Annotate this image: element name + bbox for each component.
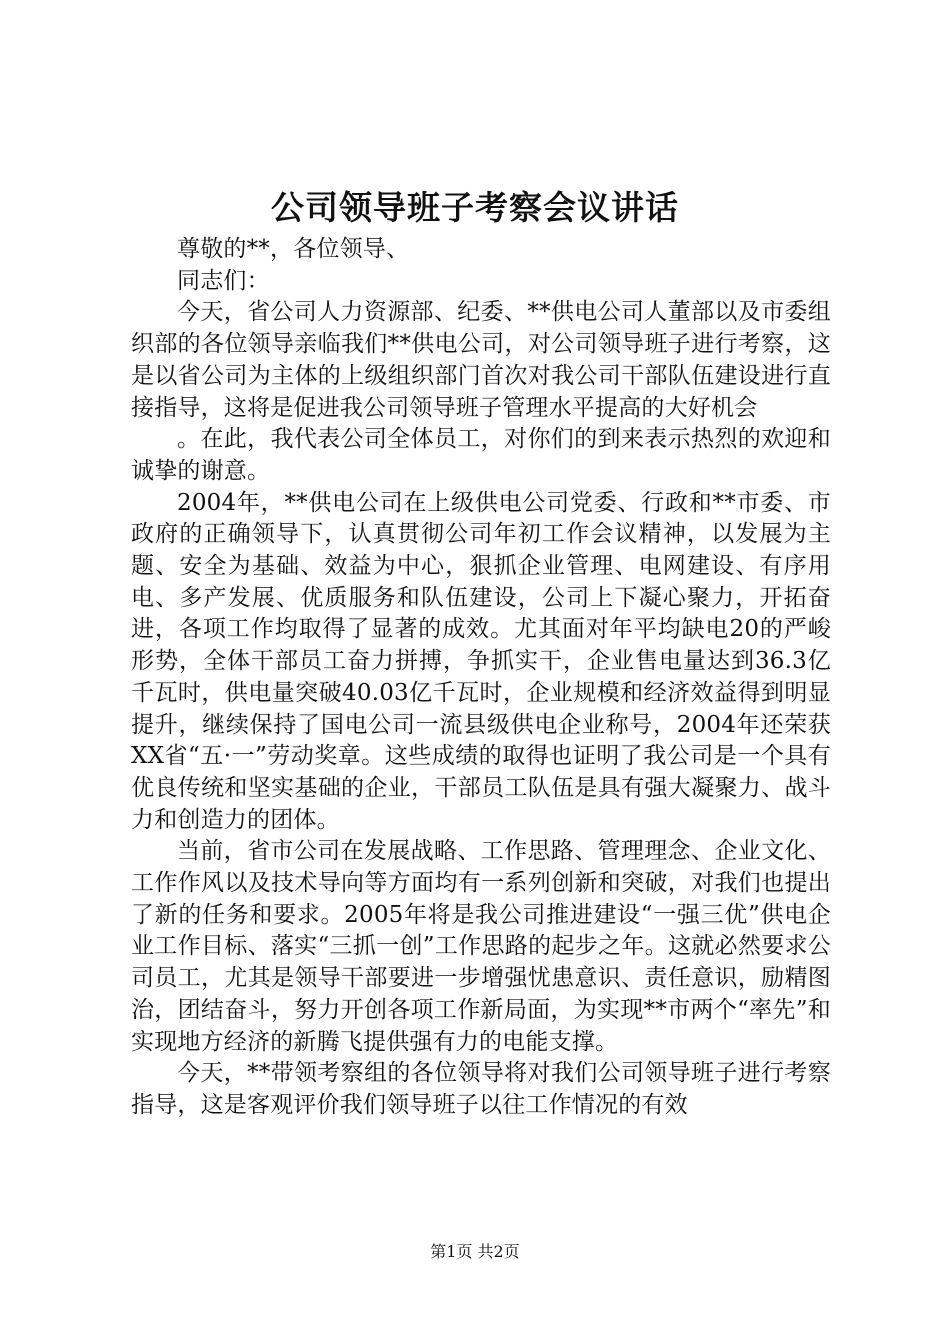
paragraph-welcome: 。在此，我代表公司全体员工，对你们的到来表示热烈的欢迎和诚挚的谢意。 [131,426,831,484]
paragraph-inspection: 今天，**带领考察组的各位领导将对我们公司领导班子进行考察指导，这是客观评价我们领导班子以往工作情况的有效 [131,1060,831,1118]
paragraph-2004-review: 2004年，**供电公司在上级供电公司党委、行政和**市委、市政府的正确领导下，认真贯彻公司年初工作会议精神，以发展为主题、安全为基础、效益为中心，狠抓企业管理、电网建设、有序用电、多产发展、优质服务和队伍建设，公司上下凝心聚力，开拓奋进，各项工作均取得了显著的成效。尤其面对年平均缺电20的严峻形势，全体干部员工奋力拼搏，争抓实干，企业售电量达到36.3亿千瓦时，供电量突破40.03亿千瓦时，企业规模和经济效益得到明显提升，继续保持了国电公司一流县级供电企业称号，2004年还荣获XX省“五·一”劳动奖章。这些成绩的取得也证明了我公司是一个具有优良传统和坚实基础的企业，干部员工队伍是具有强大凝聚力、战斗力和创造力的团体。 [131,489,831,833]
document-title: 公司领导班子考察会议讲话 [271,188,679,227]
salutation-line-2: 同志们： [177,267,270,294]
paragraph-opening: 今天，省公司人力资源部、纪委、**供电公司人董部以及市委组织部的各位领导亲临我们**供电公司，对公司领导班子进行考察，这是以省公司为主体的上级组织部门首次对我公司干部队伍建设进行直接指导，这将是促进我公司领导班子管理水平提高的大好机会 [131,299,831,421]
paragraph-current-tasks: 当前，省市公司在发展战略、工作思路、管理理念、企业文化、工作作风以及技术导向等方面均有一系列创新和突破，对我们也提出了新的任务和要求。2005年将是我公司推进建设“一强三优”供电企业工作目标、落实“三抓一创”工作思路的起步之年。这就必然要求公司员工，尤其是领导干部要进一步增强忧患意识、责任意识，励精图治，团结奋斗，努力开创各项工作新局面，为实现**市两个“率先”和实现地方经济的新腾飞提供强有力的电能支撑。 [131,838,831,1055]
salutation-line-1: 尊敬的**，各位领导、 [177,236,410,262]
document-body [131,234,831,1122]
page-number-footer: 第1页 共2页 [430,1242,520,1261]
